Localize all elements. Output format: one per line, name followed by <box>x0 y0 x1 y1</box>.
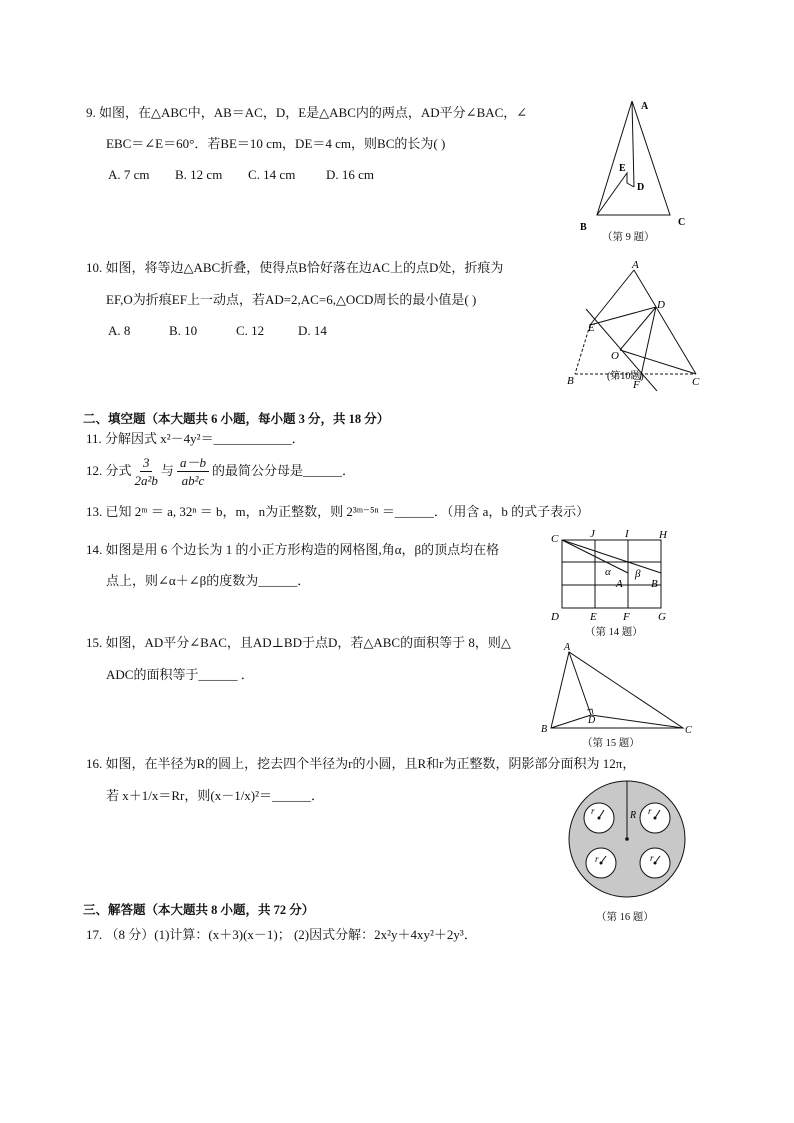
q9-label-a: A <box>641 101 649 112</box>
q10-option-d: D. 14 <box>298 323 327 338</box>
q15-label-a: A <box>564 642 571 653</box>
q12-num2: a－b <box>177 454 209 472</box>
q12 <box>86 450 355 492</box>
q10-figure <box>560 256 710 391</box>
q14-label-d: D <box>551 611 559 623</box>
q14-label-g: G <box>658 611 666 623</box>
q10-caption: (第10题) <box>607 371 644 382</box>
q13: 13. 已知 2ᵐ ＝ a, 32ⁿ ＝ b，m，n为正整数，则 2³ᵐ⁻⁵ⁿ ＝______．（用含 a，b 的式子表示） <box>86 504 590 519</box>
q9-line2: EBC＝∠E＝60°．若BE＝10 cm，DE＝4 cm，则BC的长为( ) <box>106 136 446 151</box>
q10-label-o: O <box>611 350 619 362</box>
q12-prefix: 12. 分式 <box>86 463 132 478</box>
q16-label-r4: r <box>650 853 654 863</box>
q14-line1: 14. 如图是用 6 个边长为 1 的小正方形构造的网格图,角α，β的顶点均在格 <box>86 542 500 557</box>
q12-den1: 2a²b <box>134 472 158 488</box>
q16-label-r2: r <box>648 806 652 816</box>
q14-label-c: C <box>551 533 559 545</box>
q14-label-alpha: α <box>605 566 611 578</box>
q16-label-big-r: R <box>630 810 637 821</box>
q9-inner-lines <box>597 173 634 215</box>
q9-line1: 9. 如图，在△ABC中，AB＝AC，D，E是△ABC内的两点，AD平分∠BAC，∠ <box>86 105 528 120</box>
q10-label-d: D <box>657 299 665 311</box>
q12-fraction-2 <box>177 454 209 489</box>
q16-label-r1: r <box>591 806 595 816</box>
q10-line2: EF,O为折痕EF上一动点，若AD=2,AC=6,△OCD周长的最小值是( ) <box>106 292 477 307</box>
q9-label-e: E <box>619 163 626 174</box>
q10-label-e: E <box>588 322 595 334</box>
section-2-heading: 二、填空题（本大题共 6 小题，每小题 3 分，共 18 分） <box>83 412 390 426</box>
q14-line2: 点上，则∠α＋∠β的度数为______． <box>106 573 311 588</box>
q9-label-b: B <box>580 222 587 233</box>
q15-caption: （第 15 题） <box>582 738 640 749</box>
q12-den2: ab²c <box>181 472 205 488</box>
q14-label-f: F <box>623 611 630 623</box>
q12-mid: 与 <box>160 463 174 478</box>
q10-option-b: B. 10 <box>169 323 198 338</box>
q9-figure <box>570 95 700 245</box>
q12-fraction-1 <box>135 454 158 489</box>
section-3-heading: 三、解答题（本大题共 8 小题，共 72 分） <box>83 903 315 917</box>
q9-label-d: D <box>637 182 645 193</box>
q11: 11. 分解因式 x²－4y²＝____________． <box>86 431 305 446</box>
q14-caption: （第 14 题） <box>585 627 643 638</box>
q9-option-c: C. 14 cm <box>248 167 296 182</box>
q9-caption: （第 9 题） <box>602 232 655 243</box>
q14-label-j: J <box>590 528 595 540</box>
q15-line1: 15. 如图，AD平分∠BAC，且AD⊥BD于点D，若△ABC的面积等于 8，则△ <box>86 635 511 650</box>
q10-option-c: C. 12 <box>236 323 265 338</box>
q16-label-r3: r <box>595 854 599 864</box>
q16-line2: 若 x＋1/x＝Rr，则(x－1/x)²＝______． <box>106 788 325 803</box>
q14-label-a: A <box>616 578 623 590</box>
q14-figure <box>548 528 678 626</box>
q10-label-c: C <box>692 376 700 388</box>
q9-option-a: A. 7 cm <box>108 167 150 182</box>
q15-figure <box>535 638 700 738</box>
q14-label-beta: β <box>635 568 641 580</box>
q16-caption: （第 16 题） <box>596 912 654 923</box>
q9-label-c: C <box>678 217 686 228</box>
q17: 17. （8 分）(1)计算：(x＋3)(x－1)； (2)因式分解：2x²y＋4xy²＋2y³． <box>86 927 477 942</box>
q15-line2: ADC的面积等于______ ． <box>106 667 254 682</box>
q16-line1: 16. 如图，在半径为R的圆上，挖去四个半径为r的小圆，且R和r为正整数，阴影部分面积为 12π， <box>86 756 636 771</box>
q14-label-h: H <box>659 529 667 541</box>
q12-suffix: 的最简公分母是______． <box>211 463 355 478</box>
q14-label-e: E <box>590 611 597 623</box>
q12-num1: 3 <box>140 454 153 472</box>
q10-label-f: F <box>633 379 640 391</box>
q14-label-i: I <box>625 528 629 540</box>
q15-label-b: B <box>541 724 548 735</box>
q10-line1: 10. 如图，将等边△ABC折叠，使得点B恰好落在边AC上的点D处，折痕为 <box>86 260 504 275</box>
q9-bisector <box>632 101 634 187</box>
q9-option-d: D. 16 cm <box>326 167 375 182</box>
q15-label-d: D <box>588 715 596 726</box>
q16-figure <box>564 776 690 906</box>
q9-option-b: B. 12 cm <box>175 167 223 182</box>
q10-option-a: A. 8 <box>108 323 131 338</box>
q15-label-c: C <box>685 725 692 736</box>
q14-label-b: B <box>651 578 658 590</box>
q10-label-a: A <box>632 259 639 271</box>
q10-label-b: B <box>567 375 574 387</box>
